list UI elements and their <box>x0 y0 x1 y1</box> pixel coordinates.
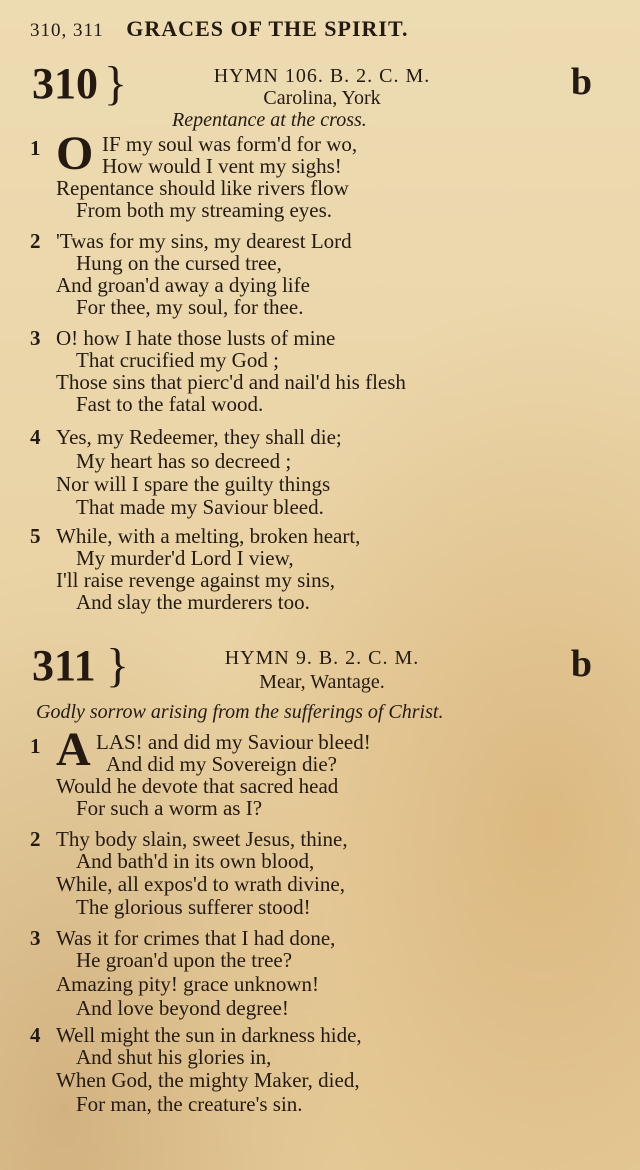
hymn-tunes: Mear, Wantage. <box>259 671 385 693</box>
verse-line: Would he devote that sacred head <box>56 774 339 798</box>
verse-line: And did my Sovereign die? <box>106 752 337 776</box>
verse-line: And groan'd away a dying life <box>56 273 310 297</box>
hymn-tunes: Carolina, York <box>263 87 381 109</box>
hymn-subtitle: Repentance at the cross. <box>172 109 367 131</box>
verse-line: While, all expos'd to wrath divine, <box>56 872 345 896</box>
hymn-meta: HYMN 106. B. 2. C. M. <box>213 65 431 87</box>
verse-line: I'll raise revenge against my sins, <box>56 568 336 592</box>
verse-number: 2 <box>30 827 41 851</box>
section-title: GRACES OF THE SPIRIT. <box>126 16 409 41</box>
verse-line: That crucified my God ; <box>76 348 279 372</box>
verse-line: Amazing pity! grace unknown! <box>56 972 320 996</box>
running-head <box>30 16 590 46</box>
verse-line: IF my soul was form'd for wo, <box>102 132 358 156</box>
brace-mark: } <box>106 639 130 692</box>
verse-line: Yes, my Redeemer, they shall die; <box>56 425 342 449</box>
drop-cap: O <box>56 127 94 180</box>
verse-line: LAS! and did my Saviour bleed! <box>96 730 371 754</box>
hymn-meta: HYMN 9. B. 2. C. M. <box>224 647 420 669</box>
verse-number: 4 <box>30 425 41 449</box>
page-numbers: 310, 311 <box>30 20 104 41</box>
verse-number: 4 <box>30 1023 41 1047</box>
verse-line: Nor will I spare the guilty things <box>56 472 331 496</box>
hymn-number: 311 <box>32 641 96 690</box>
hymn-subtitle: Godly sorrow arising from the sufferings of Christ. <box>36 701 444 723</box>
verse-line: The glorious sufferer stood! <box>76 895 311 919</box>
verse-line: Was it for crimes that I had done, <box>56 926 336 950</box>
verse-line: Those sins that pierc'd and nail'd his flesh <box>56 370 406 394</box>
verse-line: For such a worm as I? <box>76 796 263 820</box>
verse-line: 'Twas for my sins, my dearest Lord <box>56 229 352 253</box>
verse-line: Well might the sun in darkness hide, <box>56 1023 362 1047</box>
verse-line: Repentance should like rivers flow <box>56 176 349 200</box>
hymn-number: 310 <box>32 59 98 108</box>
verse-line: And slay the murderers too. <box>76 590 310 614</box>
verse-line: From both my streaming eyes. <box>76 198 333 222</box>
verse-line: My murder'd Lord I view, <box>76 546 294 570</box>
verse-number: 5 <box>30 524 41 548</box>
verse-line: Fast to the fatal wood. <box>76 392 264 416</box>
drop-cap: A <box>56 723 91 776</box>
key-signature: b <box>570 643 592 685</box>
verse-number: 1 <box>30 136 41 160</box>
verse-line: O! how I hate those lusts of mine <box>56 326 336 350</box>
verse-line: And love beyond degree! <box>76 996 289 1020</box>
verse-number: 3 <box>30 326 41 350</box>
verse-line: That made my Saviour bleed. <box>76 495 324 519</box>
verse-number: 2 <box>30 229 41 253</box>
verse-line: Thy body slain, sweet Jesus, thine, <box>56 827 348 851</box>
verse-line: And shut his glories in, <box>76 1045 272 1069</box>
verse-line: My heart has so decreed ; <box>76 449 292 473</box>
verse-line: Hung on the cursed tree, <box>76 251 282 275</box>
verse-line: For thee, my soul, for thee. <box>76 295 304 319</box>
verse-line: For man, the creature's sin. <box>76 1092 303 1116</box>
verse-number: 3 <box>30 926 41 950</box>
verse-line: When God, the mighty Maker, died, <box>56 1068 360 1092</box>
key-signature: b <box>570 61 592 103</box>
verse-line: How would I vent my sighs! <box>102 154 342 178</box>
brace-mark: } <box>104 57 128 110</box>
verse-line: And bath'd in its own blood, <box>76 849 315 873</box>
verse-line: While, with a melting, broken heart, <box>56 524 361 548</box>
verse-number: 1 <box>30 734 41 758</box>
verse-line: He groan'd upon the tree? <box>76 948 293 972</box>
